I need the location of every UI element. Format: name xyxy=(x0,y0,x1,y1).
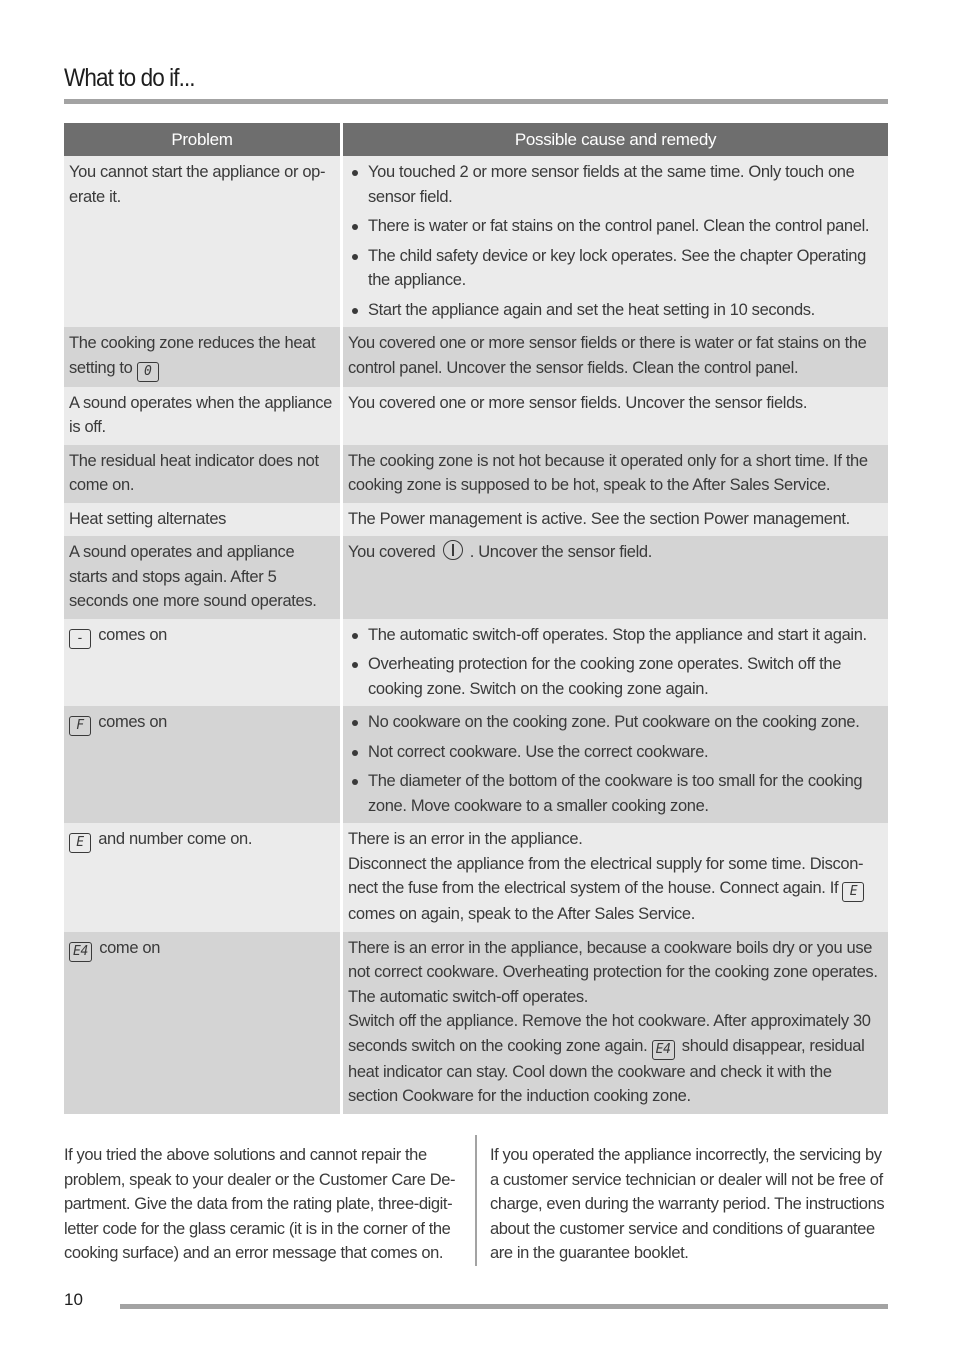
problem-cell: You cannot start the appliance or op-erate it. xyxy=(64,156,343,327)
problem-text: The cooking zone reduces the heat setting to xyxy=(69,334,316,377)
table-row xyxy=(64,536,888,619)
footer-note-left: If you tried the above solutions and cannot repair the problem, speak to your dealer or the Customer Care De-partment. Give the data from the rating plate, three-digit-letter code for the glass ceramic (it is in the corner of the cooking surface) and an error message that comes on. xyxy=(64,1146,456,1262)
table-row xyxy=(64,503,888,537)
remedy-text: There is an error in the appliance. xyxy=(348,830,583,848)
problem-cell xyxy=(64,619,343,707)
remedy-cell xyxy=(343,536,888,619)
problem-cell: The residual heat indicator does not come on. xyxy=(64,445,343,503)
remedy-item: The automatic switch-off operates. Stop the appliance and start it again. xyxy=(348,623,883,648)
table-row xyxy=(64,156,888,327)
remedy-cell: The Power management is active. See the section Power management. xyxy=(343,503,888,537)
remedy-item: Not correct cookware. Use the correct cookware. xyxy=(348,740,883,765)
problem-text: comes on xyxy=(98,713,167,731)
remedy-text: Disconnect the appliance from the electrical supply for some time. Discon-nect the fuse from the electrical system of the house. Connect again. If xyxy=(348,854,864,897)
table-row xyxy=(64,706,888,823)
remedy-cell xyxy=(343,932,888,1114)
footer-note-right: If you operated the appliance incorrectly, the servicing by a customer service technician or dealer will not be free of charge, even during the warranty period. The instructions about the customer service and conditions of guarantee are in the guarantee booklet. xyxy=(490,1146,885,1262)
table-row xyxy=(64,445,888,503)
remedy-text: Switch off the appliance. Remove the hot cookware. After approximately 30 seconds switch on the cooking zone again. xyxy=(348,1012,871,1055)
troubleshooting-table xyxy=(64,123,888,1114)
problem-text: comes on xyxy=(98,625,167,644)
remedy-list xyxy=(348,623,883,702)
display-symbol-e: E xyxy=(69,833,91,853)
remedy-text: There is an error in the appliance, because a cookware boils dry or you use not correct cookware. Overheating protection for the cooking zone operates. The automatic switch-off operates. xyxy=(348,938,878,1006)
page-number: 10 xyxy=(64,1290,83,1309)
display-symbol-e: E xyxy=(842,882,864,902)
problem-text: come on xyxy=(99,938,161,957)
footer-rule xyxy=(120,1304,888,1309)
title-rule xyxy=(64,99,888,104)
table-row xyxy=(64,619,888,707)
problem-cell: Heat setting alternates xyxy=(64,503,343,537)
problem-cell: A sound operates when the appliance is off. xyxy=(64,387,343,445)
table-row xyxy=(64,932,888,1114)
remedy-item: Start the appliance again and set the heat setting in 10 seconds. xyxy=(348,298,883,323)
remedy-cell: You covered one or more sensor fields. Uncover the sensor fields. xyxy=(343,387,888,445)
remedy-cell: You covered one or more sensor fields or there is water or fat stains on the control panel. Uncover the sensor fields. Clean the control panel. xyxy=(343,327,888,387)
header-remedy: Possible cause and remedy xyxy=(343,123,888,156)
problem-text: and number come on. xyxy=(98,830,253,848)
remedy-item: The child safety device or key lock operates. See the chapter Operating the appliance. xyxy=(348,244,883,293)
table-header-row xyxy=(64,123,888,156)
display-symbol-dash: - xyxy=(69,629,91,649)
remedy-item: You touched 2 or more sensor fields at the same time. Only touch one sensor field. xyxy=(348,160,883,209)
problem-cell xyxy=(64,823,343,932)
page-title: What to do if... xyxy=(64,64,195,92)
header-problem: Problem xyxy=(64,123,343,156)
remedy-text: You covered xyxy=(348,543,436,561)
remedy-list xyxy=(348,710,883,818)
remedy-item: No cookware on the cooking zone. Put cookware on the cooking zone. xyxy=(348,710,883,735)
remedy-text: comes on again, speak to the After Sales Service. xyxy=(348,905,695,923)
display-symbol-f: F xyxy=(69,716,91,736)
remedy-text: . Uncover the sensor field. xyxy=(469,543,652,561)
remedy-cell xyxy=(343,156,888,327)
table-row xyxy=(64,327,888,387)
remedy-cell xyxy=(343,823,888,932)
display-symbol-zero: 0 xyxy=(137,362,159,382)
remedy-item: There is water or fat stains on the control panel. Clean the control panel. xyxy=(348,214,883,239)
column-divider xyxy=(475,1135,477,1266)
remedy-cell xyxy=(343,619,888,707)
problem-cell xyxy=(64,327,343,387)
remedy-item: The diameter of the bottom of the cookware is too small for the cooking zone. Move cookware to a smaller cooking zone. xyxy=(348,769,883,818)
remedy-list xyxy=(348,160,883,322)
table-row xyxy=(64,823,888,932)
remedy-cell: The cooking zone is not hot because it operated only for a short time. If the cooking zone is supposed to be hot, speak to the After Sales Service. xyxy=(343,445,888,503)
remedy-item: Overheating protection for the cooking zone operates. Switch off the cooking zone. Switch on the cooking zone again. xyxy=(348,652,883,701)
remedy-text: should disappear, residual heat indicator can stay. Cool down the cookware and check it with the section Cookware for the induction cooking zone. xyxy=(348,1036,865,1105)
display-symbol-e4: E4 xyxy=(69,942,92,962)
problem-cell xyxy=(64,932,343,1114)
problem-cell xyxy=(64,706,343,823)
display-symbol-e4: E4 xyxy=(652,1040,675,1060)
on-off-icon xyxy=(443,540,463,560)
problem-cell: A sound operates and appliance starts and stops again. After 5 seconds one more sound operates. xyxy=(64,536,343,619)
table-row xyxy=(64,387,888,445)
remedy-cell xyxy=(343,706,888,823)
